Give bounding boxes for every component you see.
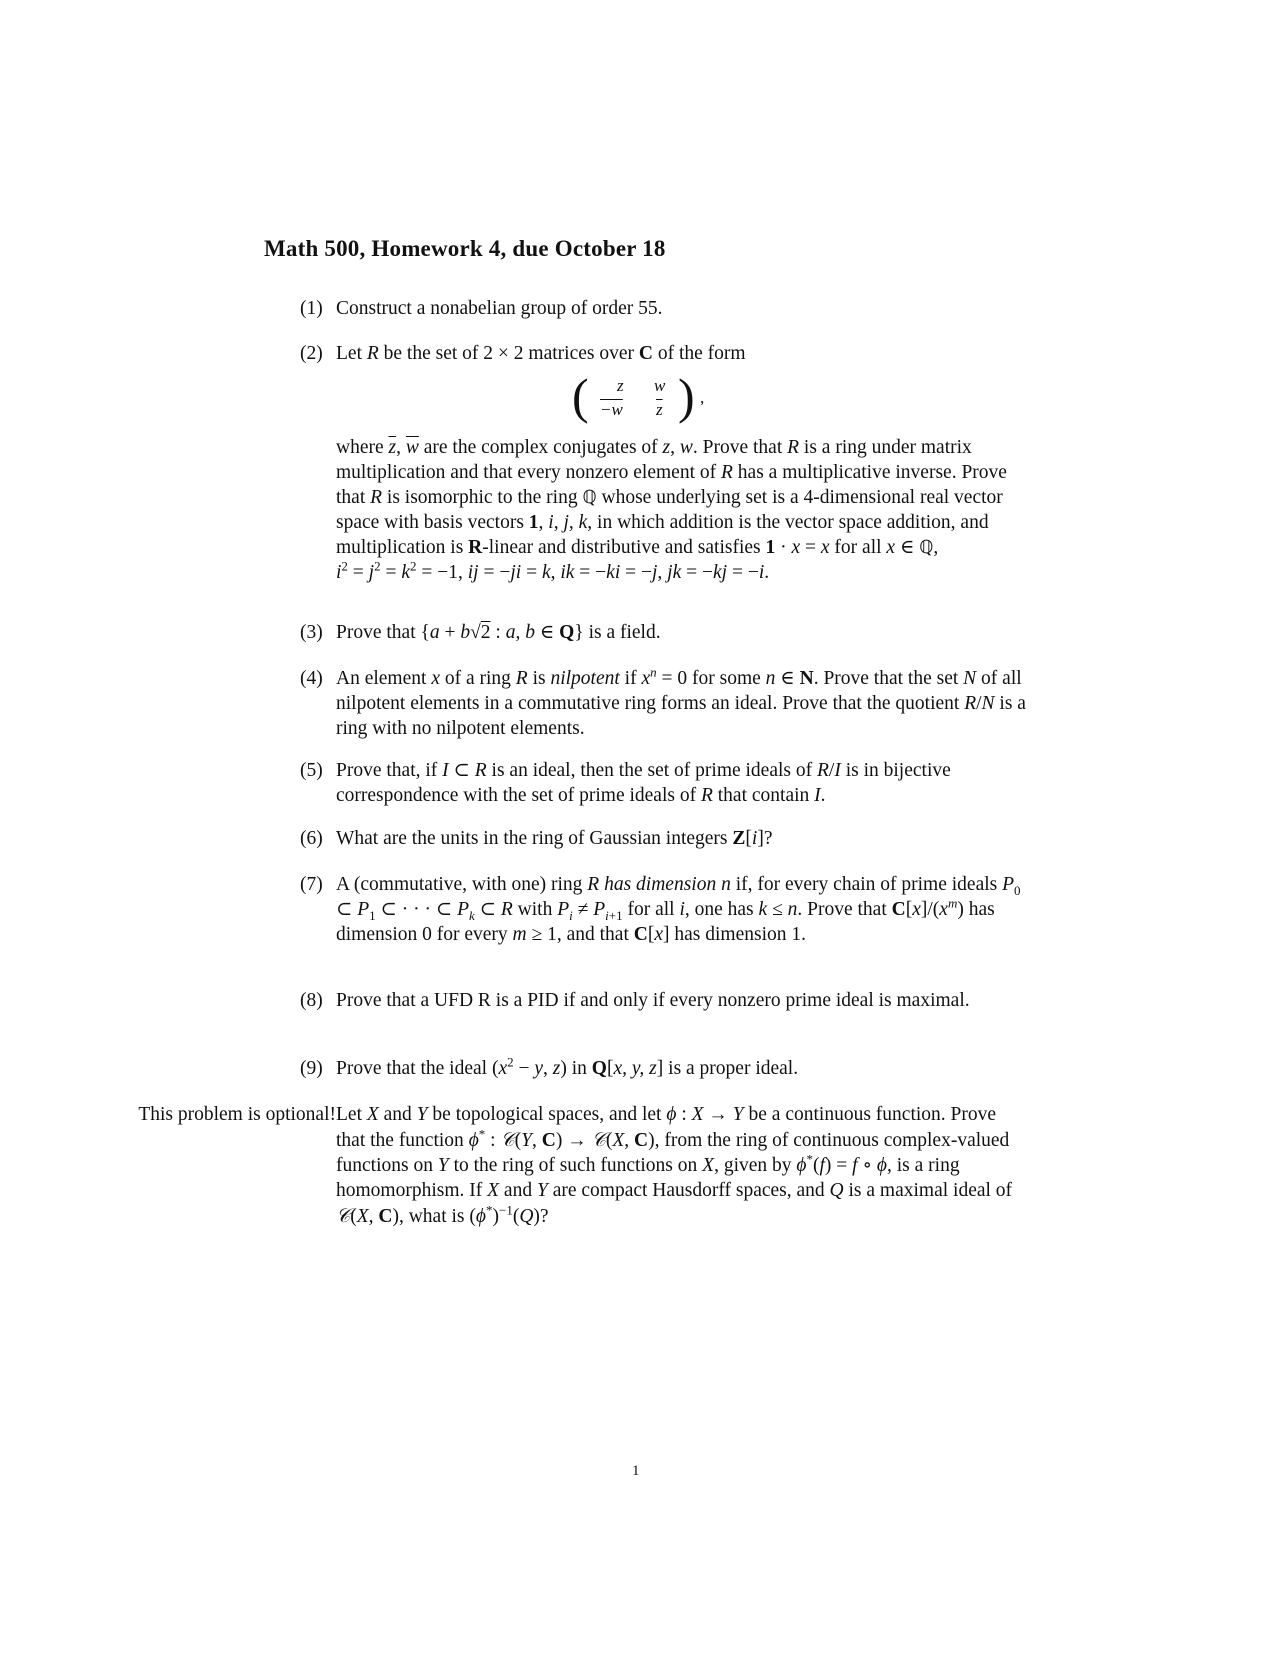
problem-number: (7) xyxy=(300,874,323,895)
problem-text: What are the units in the ring of Gaussian integers Z[i]? xyxy=(336,828,773,849)
page-title: Math 500, Homework 4, due October 18 xyxy=(264,236,666,261)
matrix-entry-a: z xyxy=(617,376,624,395)
problem-number: (2) xyxy=(300,343,323,364)
problem-number: (4) xyxy=(300,668,323,689)
problem-text: where $\overline{z}$, $\overline{w}$ are the complex conjugates of z, w. Prove that R is a ring under matrix multiplication and that every nonzero element of R has a multiplicative inverse. Prove that R is isomorphic to the ring ℚ whose underlying set is a 4-dimensional real vector space with basis vectors 1, i, j, k, in which addition is the vector space addition, and multiplication is R-linear and distributive and satisfies 1 · x = x for all x ∈ ℚ, $i^2 = j^2 = k^2 = -1$, ij = −ji = k, ik = −ki = −j, jk = −kj = −i. xyxy=(336,437,1007,583)
right-paren: ) xyxy=(678,368,695,424)
problem-text: Prove that {a + b√2 : a, b ∈ Q} is a field. xyxy=(336,622,661,643)
problem-number: (3) xyxy=(300,622,323,643)
matrix-entry-c: −w xyxy=(600,400,623,419)
page-number: 1 xyxy=(632,1463,640,1479)
matrix-entry-d: $\overline{z}$ xyxy=(656,400,663,419)
matrix-entry-b: w xyxy=(654,376,666,395)
problem-text: Prove that, if I ⊂ R is an ideal, then the set of prime ideals of R/I is in bijective correspondence with the set of prime ideals of R that contain I. xyxy=(336,760,951,806)
left-paren: ( xyxy=(572,368,589,424)
problem-text: Prove that the ideal ($x^2 - y$, z) in Q[x, y, z] is a proper ideal. xyxy=(336,1054,799,1079)
problem-number: (1) xyxy=(300,298,323,319)
matrix-comma: , xyxy=(700,388,705,407)
problem-number: (5) xyxy=(300,760,323,781)
matrix-expression xyxy=(572,368,732,424)
optional-label: This problem is optional! xyxy=(138,1104,336,1125)
problem-text: A (commutative, with one) ring R has dimension n if, for every chain of prime ideals $P_0$ ⊂ $P_1$ ⊂ · · · ⊂ $P_k$ ⊂ R with $P_i \ne P_{i+1}$ for all i, one has k ≤ n. Prove that $C[x]/(x^m)$ has dimension 0 for every m ≥ 1, and that C[x] has dimension 1. xyxy=(336,874,1021,945)
problem-text: Prove that a UFD R is a PID if and only if every nonzero prime ideal is maximal. xyxy=(336,990,970,1011)
problem-text: Construct a nonabelian group of order 55. xyxy=(336,298,663,319)
problem-number: (8) xyxy=(300,990,323,1011)
problem-text: An element x of a ring R is nilpotent if $x^n = 0$ for some n ∈ N. Prove that the set N of all nilpotent elements in a commutative ring forms an ideal. Prove that the quotient R/N is a ring with no nilpotent elements. xyxy=(336,664,1026,739)
problem-text: Let X and Y be topological spaces, and let ϕ : X → Y be a continuous function. Prove that the function ϕ* : 𝒞(Y, C) → 𝒞(X, C), from the ring of continuous complex-valued functions on Y to the ring of such functions on X, given by ϕ*(f) = f ∘ ϕ, is a ring homomorphism. If X and Y are compact Hausdorff spaces, and Q is a maximal ideal of 𝒞(X, C), what is $(\phi^*)^{-1}(Q)$? xyxy=(336,1104,1013,1227)
problem-text: Let R be the set of 2 × 2 matrices over C of the form xyxy=(336,343,746,364)
problem-number: (9) xyxy=(300,1058,323,1079)
problem-number: (6) xyxy=(300,828,323,849)
